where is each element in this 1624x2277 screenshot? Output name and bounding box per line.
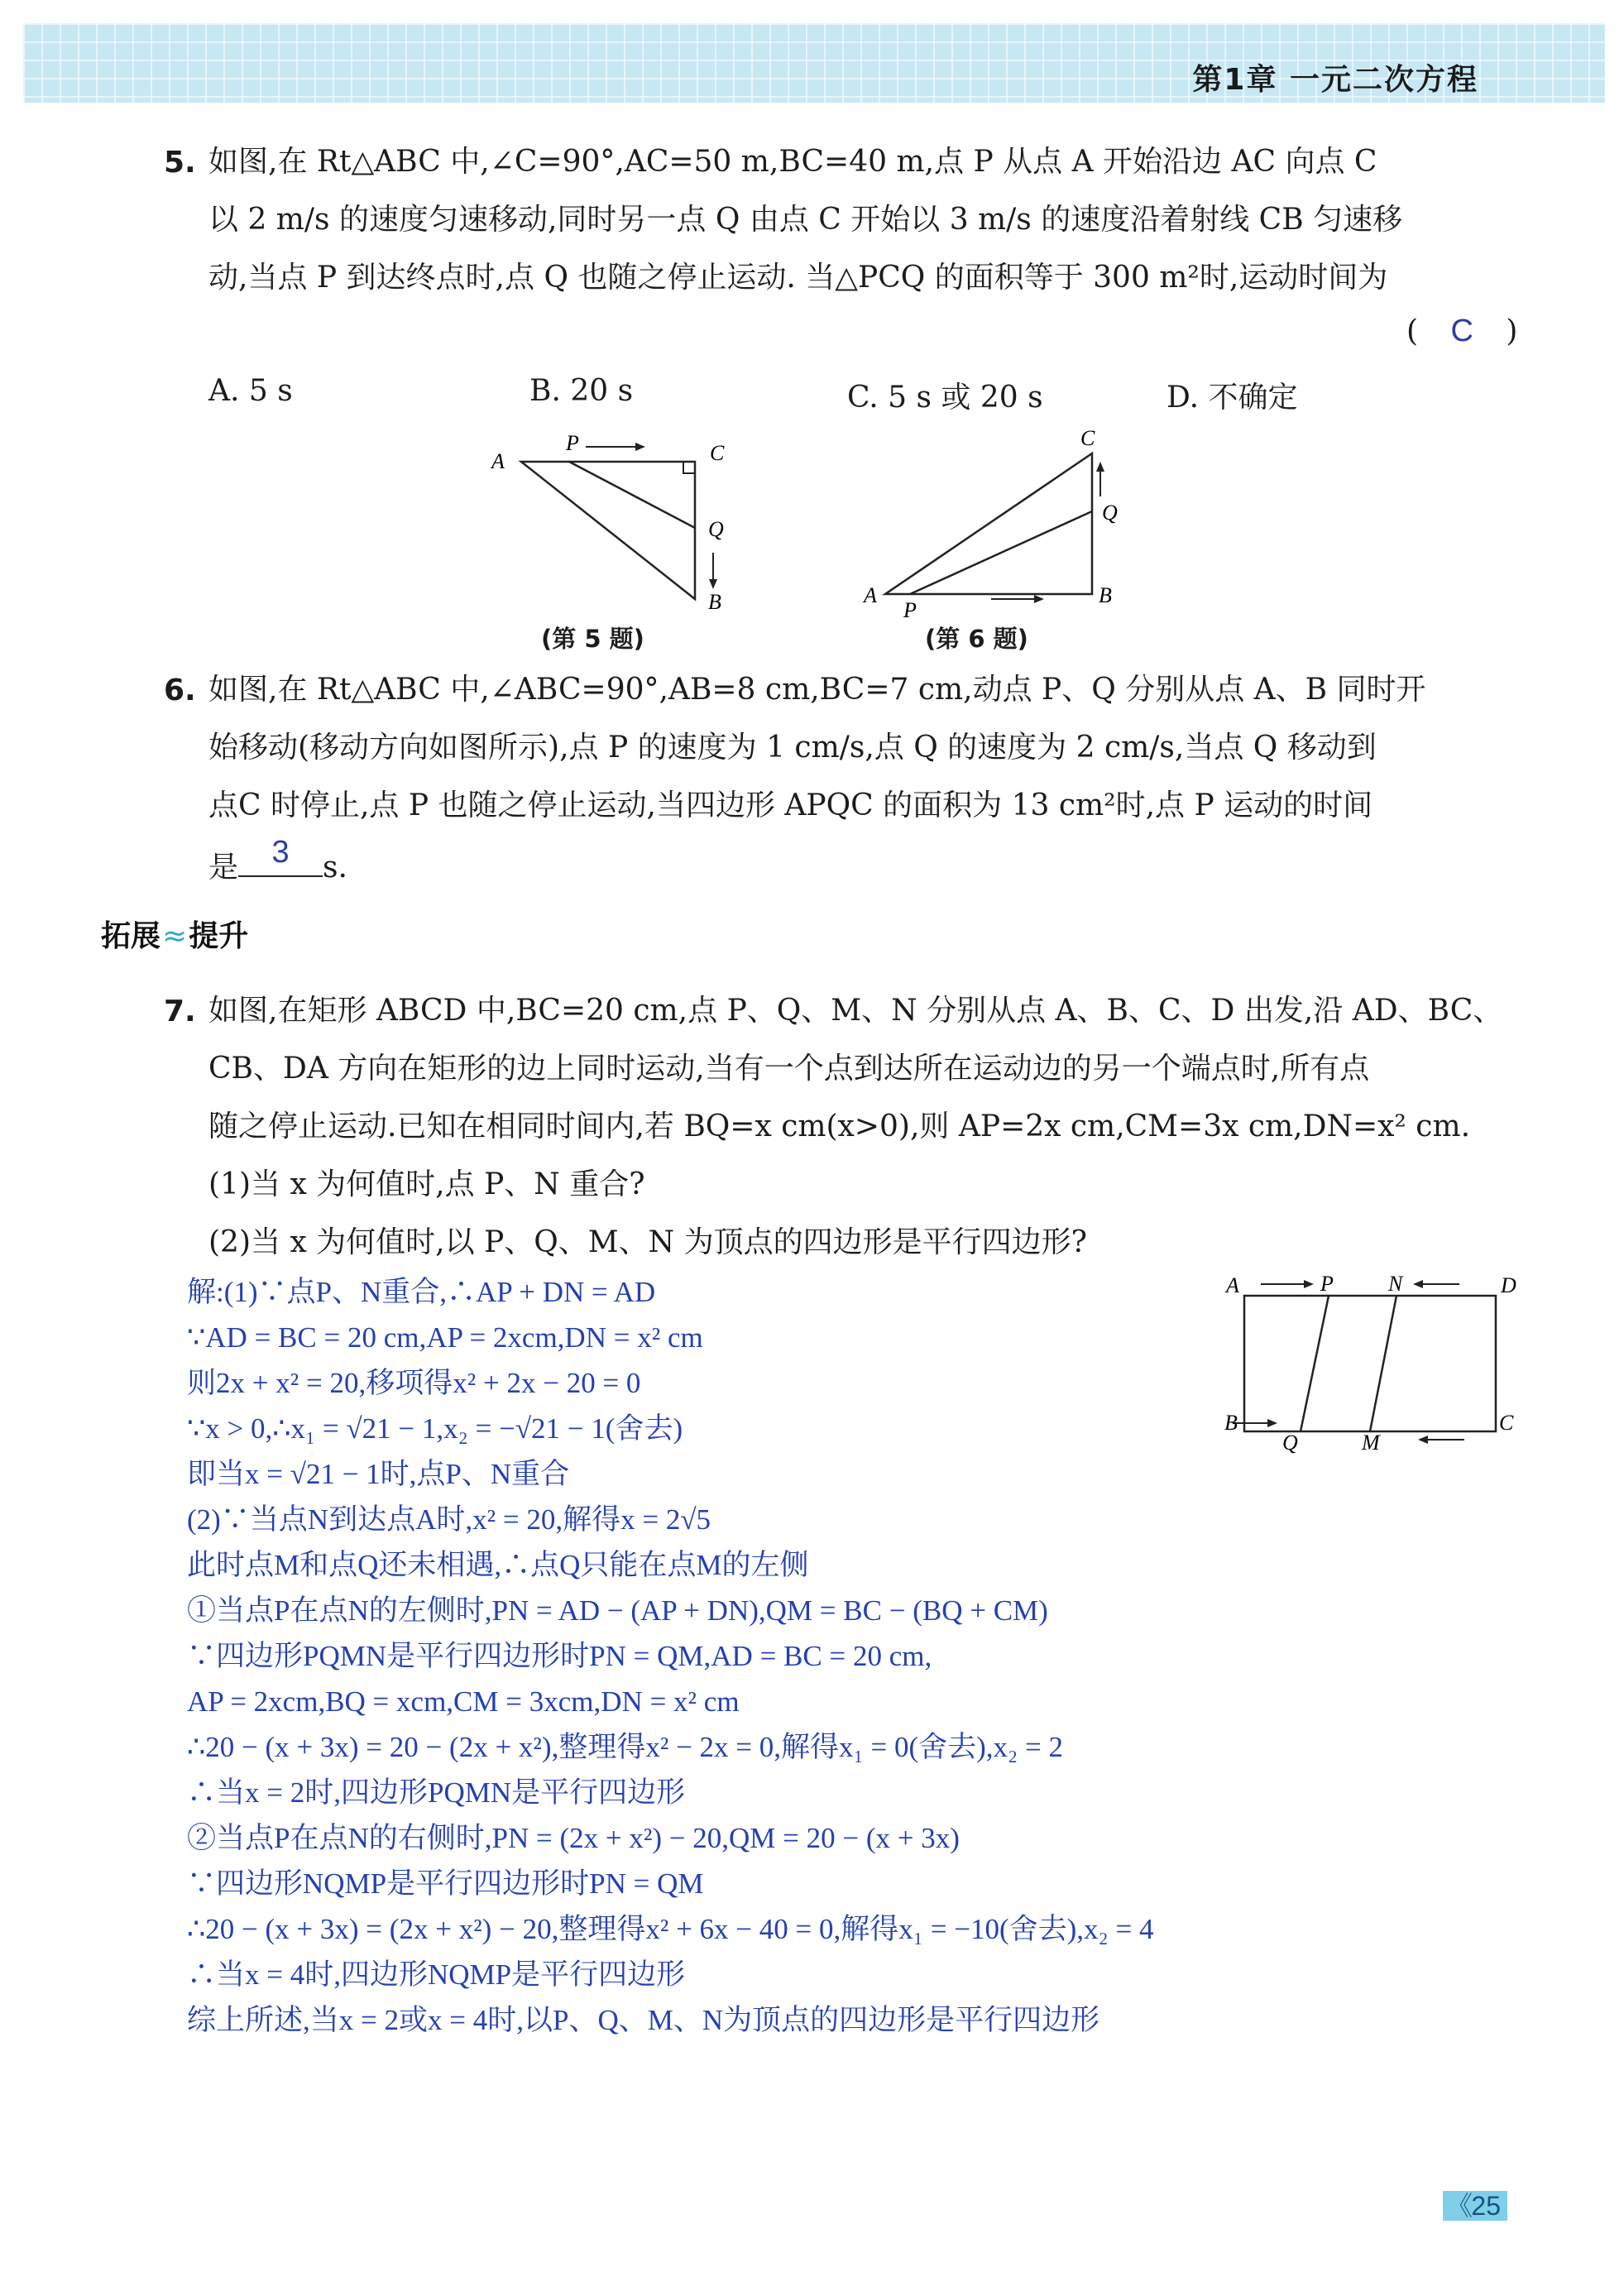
q7-label-q: Q: [1282, 1431, 1298, 1455]
q6-label-b: B: [1099, 583, 1112, 607]
solution-line-7: 此时点M和点Q还未相遇,∴点Q只能在点M的左侧: [187, 1549, 809, 1581]
q7-arrowhead-q: [1267, 1419, 1277, 1427]
q7-rectangle: [1244, 1296, 1496, 1431]
q7-arrowhead-n: [1413, 1280, 1423, 1288]
section-heading-left: 拓展: [101, 919, 161, 953]
q5-label-q: Q: [708, 517, 724, 541]
solution-line-11: ∴20 − (x + 3x) = 20 − (2x + x²),整理得x² − 2x = 0,解得x₁ = 0(舍去),x₂ = 2: [187, 1731, 1063, 1763]
q7-sub-1: (1)当 x 为何值时,点 P、N 重合?: [208, 1167, 645, 1201]
q5-arrowhead-p: [635, 443, 645, 451]
solution-line-10: AP = 2xcm,BQ = xcm,CM = 3xcm,DN = x² cm: [187, 1685, 740, 1718]
q6-label-c: C: [1080, 426, 1095, 450]
q6-arrowheads-q: [1096, 462, 1104, 472]
q7-figure: [1208, 1266, 1522, 1456]
q6-arrowhead-p: [1034, 595, 1044, 603]
page-number-badge: [1443, 2191, 1507, 2221]
q5-option-d: D. 不确定: [1167, 381, 1298, 415]
q6-label-q: Q: [1102, 501, 1118, 525]
q6-figure-caption: (第 6 题): [925, 625, 1028, 653]
q5-line-3: 动,当点 P 到达终点时,点 Q 也随之停止运动. 当△PCQ 的面积等于 300 m²时,运动时间为: [208, 261, 1388, 295]
q6-last-prefix: 是: [208, 851, 239, 884]
q5-option-a: A. 5 s: [208, 374, 293, 408]
solution-line-9: ∵四边形PQMN是平行四边形时PN = QM,AD = BC = 20 cm,: [187, 1640, 932, 1672]
q5-line-1: 如图,在 Rt△ABC 中,∠C=90°,AC=50 m,BC=40 m,点 P 从点 A 开始沿边 AC 向点 C: [208, 145, 1377, 179]
q5-label-p: P: [566, 431, 579, 455]
chapter-title: 第1章 一元二次方程: [1192, 63, 1478, 97]
q7-label-c: C: [1499, 1411, 1514, 1435]
q5-number: 5.: [164, 146, 196, 180]
q7-label-p: P: [1320, 1272, 1334, 1296]
q7-label-b: B: [1224, 1411, 1238, 1435]
solution-line-15: ∴20 − (x + 3x) = (2x + x²) − 20,整理得x² + 6x − 40 = 0,解得x₁ = −10(舍去),x₂ = 4: [187, 1913, 1154, 1945]
q5-answer-bracket: [1406, 314, 1517, 348]
page-number: 25: [1471, 2191, 1501, 2221]
q7-label-n: N: [1388, 1272, 1403, 1296]
q7-sub-2: (2)当 x 为何值时,以 P、Q、M、N 为顶点的四边形是平行四边形?: [208, 1225, 1087, 1259]
q6-line-2: 始移动(移动方向如图所示),点 P 的速度为 1 cm/s,点 Q 的速度为 2 cm/s,当点 Q 移动到: [208, 731, 1377, 765]
q7-line-2: CB、DA 方向在矩形的边上同时运动,当有一个点到达所在运动边的另一个端点时,所有点: [208, 1052, 1370, 1086]
solution-line-16: ∴当x = 4时,四边形NQMP是平行四边形: [187, 1958, 686, 1991]
solution-line-13: ②当点P在点N的右侧时,PN = (2x + x²) − 20,QM = 20 − (x + 3x): [187, 1822, 960, 1854]
q6-segment-pq: [910, 511, 1092, 594]
solution-line-2: ∵AD = BC = 20 cm,AP = 2xcm,DN = x² cm: [187, 1321, 703, 1354]
q6-label-p: P: [903, 598, 917, 621]
q7-label-a: A: [1226, 1273, 1239, 1297]
q6-line-3: 点C 时停止,点 P 也随之停止运动,当四边形 APQC 的面积为 13 cm²时,点 P 运动的时间: [208, 789, 1373, 822]
section-heading-right: 提升: [189, 919, 249, 953]
q5-line-2: 以 2 m/s 的速度匀速移动,同时另一点 Q 由点 C 开始以 3 m/s 的速度沿着射线 CB 匀速移: [208, 203, 1403, 237]
q6-triangle: [885, 453, 1092, 594]
q5-label-c: C: [710, 441, 725, 465]
q7-arrowhead-p: [1304, 1280, 1314, 1288]
q5-bracket-close: ): [1506, 314, 1518, 348]
section-wave-icon: ≈: [162, 919, 188, 953]
q6-answer-blank: [238, 835, 323, 877]
q5-option-c: C. 5 s 或 20 s: [847, 381, 1043, 415]
q7-label-d: D: [1501, 1273, 1516, 1297]
solution-line-1: 解:(1)∵点P、N重合,∴AP + DN = AD: [187, 1276, 656, 1308]
q5-figure-caption: (第 5 题): [541, 625, 644, 653]
solution-line-6: (2)∵当点N到达点A时,x² = 20,解得x = 2√5: [187, 1503, 711, 1536]
q6-figure: [852, 422, 1125, 621]
q5-answer: C: [1450, 314, 1473, 348]
q6-label-a: A: [864, 583, 877, 607]
q7-arrowhead-m: [1418, 1436, 1428, 1444]
q7-segment-nm: [1370, 1296, 1396, 1431]
page-chevron-icon: 《: [1446, 2191, 1473, 2221]
q7-line-1: 如图,在矩形 ABCD 中,BC=20 cm,点 P、Q、M、N 分别从点 A、B、C、D 出发,沿 AD、BC、: [208, 994, 1503, 1028]
solution-line-14: ∵四边形NQMP是平行四边形时PN = QM: [187, 1867, 704, 1900]
solution-line-12: ∴当x = 2时,四边形PQMN是平行四边形: [187, 1776, 686, 1809]
q7-number: 7.: [164, 995, 196, 1028]
q6-last-suffix: s.: [323, 851, 347, 884]
q6-line-4: [208, 835, 347, 884]
q6-line-1: 如图,在 Rt△ABC 中,∠ABC=90°,AB=8 cm,BC=7 cm,动点 P、Q 分别从点 A、B 同时开: [208, 673, 1426, 707]
q6-answer: 3: [271, 835, 290, 870]
q5-segment-pq: [569, 462, 695, 528]
q5-right-angle: [683, 462, 695, 473]
q5-label-b: B: [708, 590, 721, 614]
solution-line-17: 综上所述,当x = 2或x = 4时,以P、Q、M、N为顶点的四边形是平行四边形: [187, 2004, 1100, 2036]
q5-figure: [480, 430, 745, 621]
q5-bracket-open: (: [1406, 314, 1419, 348]
q7-segment-pq: [1301, 1296, 1329, 1431]
solution-line-5: 即当x = √21 − 1时,点P、N重合: [187, 1458, 570, 1490]
q7-line-3: 随之停止运动.已知在相同时间内,若 BQ=x cm(x>0),则 AP=2x cm,CM=3x cm,DN=x² cm.: [208, 1110, 1471, 1143]
section-heading: [101, 913, 248, 955]
q5-option-b: B. 20 s: [529, 374, 634, 408]
q6-number: 6.: [164, 674, 196, 707]
solution-line-3: 则2x + x² = 20,移项得x² + 2x − 20 = 0: [187, 1367, 641, 1399]
solution-line-4: ∵x > 0,∴x₁ = √21 − 1,x₂ = −√21 − 1(舍去): [187, 1412, 683, 1445]
q5-label-a: A: [491, 449, 505, 473]
q7-label-m: M: [1362, 1431, 1380, 1455]
solution-line-8: ①当点P在点N的左侧时,PN = AD − (AP + DN),QM = BC − (BQ + CM): [187, 1594, 1048, 1627]
q5-arrowhead-q: [709, 579, 717, 589]
